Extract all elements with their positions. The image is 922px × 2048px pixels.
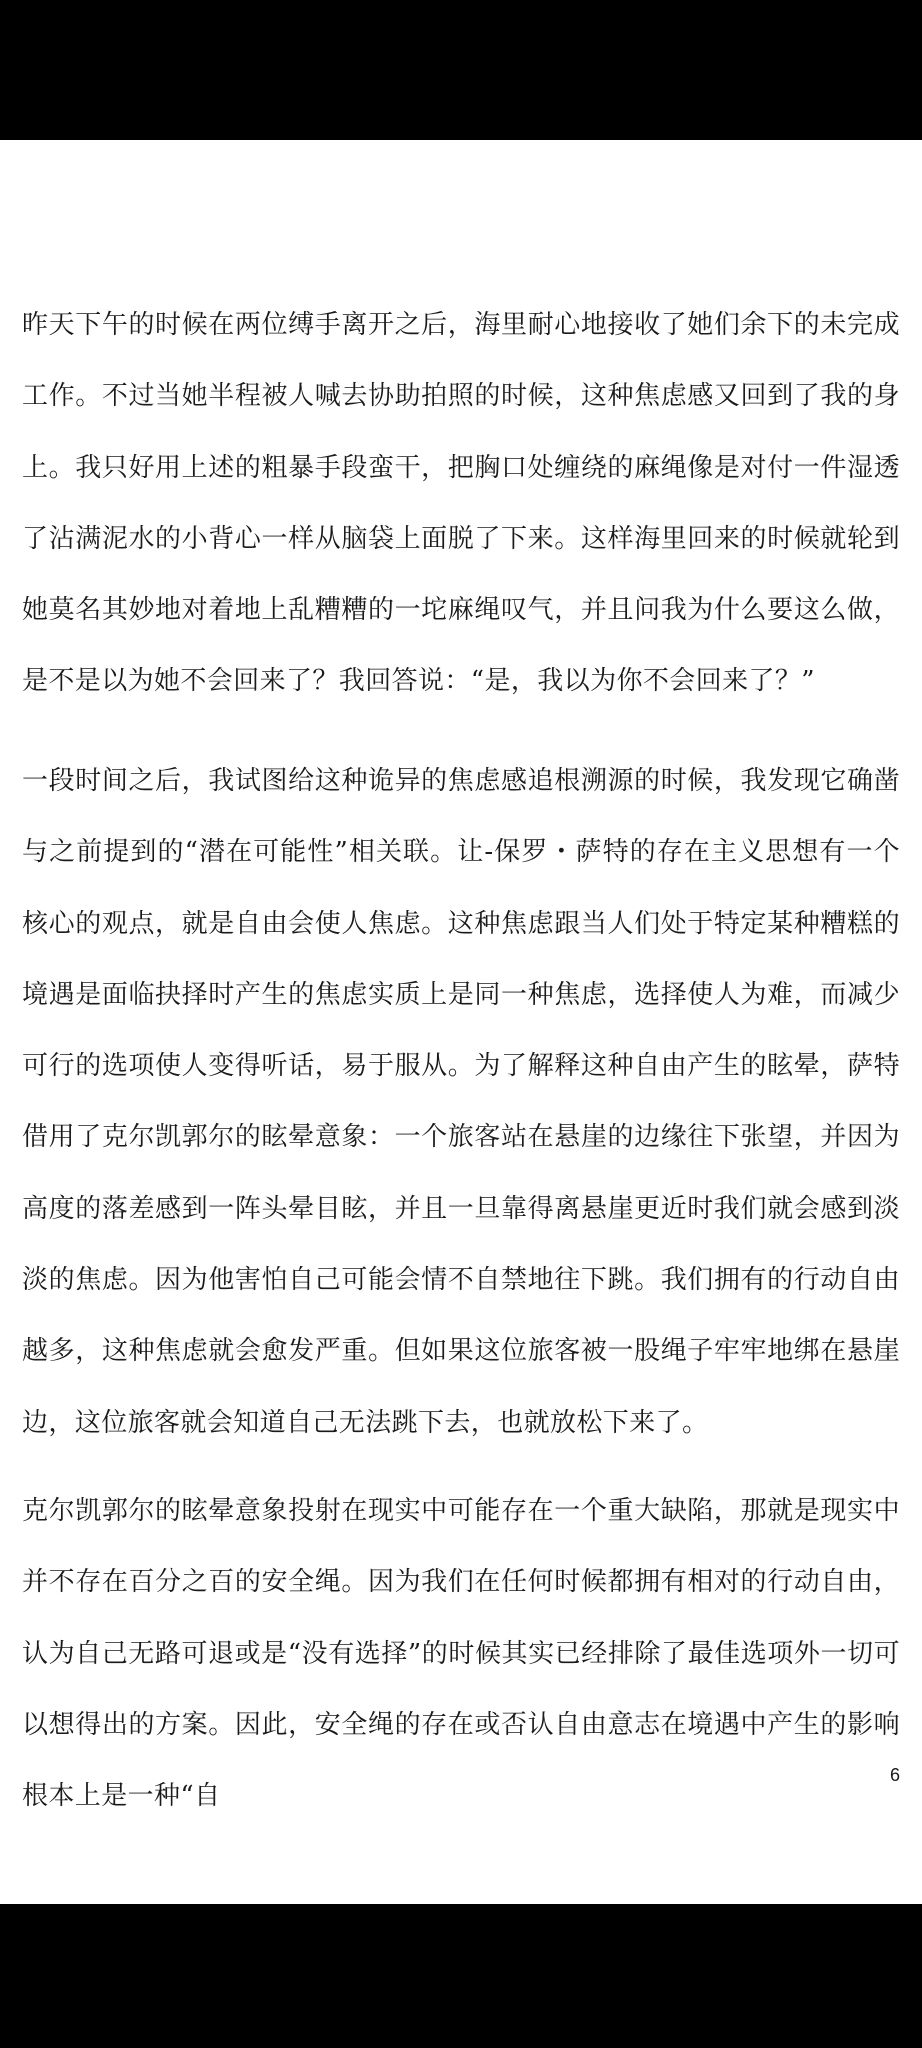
top-black-bar: [0, 0, 922, 140]
paragraph-3: 克尔凯郭尔的眩晕意象投射在现实中可能存在一个重大缺陷，那就是现实中并不存在百分之百的安全绳。因为我们在任何时候都拥有相对的行动自由，认为自己无路可退或是“没有选择”的时候其实已经排除了最佳选项外一切可以想得出的方案。因此，安全绳的存在或否认自由意志在境遇中产生的影响根本上是一种“自: [22, 1496, 900, 1812]
page-number: 6: [889, 1765, 900, 1785]
bottom-black-bar: [0, 1904, 922, 2048]
document-page[interactable]: [0, 140, 922, 1904]
paragraph-2: 一段时间之后，我试图给这种诡异的焦虑感追根溯源的时候，我发现它确凿与之前提到的“潜在可能性”相关联。让-保罗・萨特的存在主义思想有一个核心的观点，就是自由会使人焦虑。这种焦虑跟当人们处于特定某种糟糕的境遇是面临抉择时产生的焦虑实质上是同一种焦虑，选择使人为难，而减少可行的选项使人变得听话，易于服从。为了解释这种自由产生的眩晕，萨特借用了克尔凯郭尔的眩晕意象：一个旅客站在悬崖的边缘往下张望，并因为高度的落差感到一阵头晕目眩，并且一旦靠得离悬崖更近时我们就会感到淡淡的焦虑。因为他害怕自己可能会情不自禁地往下跳。我们拥有的行动自由越多，这种焦虑就会愈发严重。但如果这位旅客被一股绳子牢牢地绑在悬崖边，这位旅客就会知道自己无法跳下去，也就放松下来了。: [22, 766, 900, 1438]
paragraph-1: 昨天下午的时候在两位缚手离开之后，海里耐心地接收了她们余下的未完成工作。不过当她半程被人喊去协助拍照的时候，这种焦虑感又回到了我的身上。我只好用上述的粗暴手段蛮干，把胸口处缠绕的麻绳像是对付一件湿透了沾满泥水的小背心一样从脑袋上面脱了下来。这样海里回来的时候就轮到她莫名其妙地对着地上乱糟糟的一坨麻绳叹气，并且问我为什么要这么做，是不是以为她不会回来了？我回答说：“是，我以为你不会回来了？”: [22, 310, 900, 697]
